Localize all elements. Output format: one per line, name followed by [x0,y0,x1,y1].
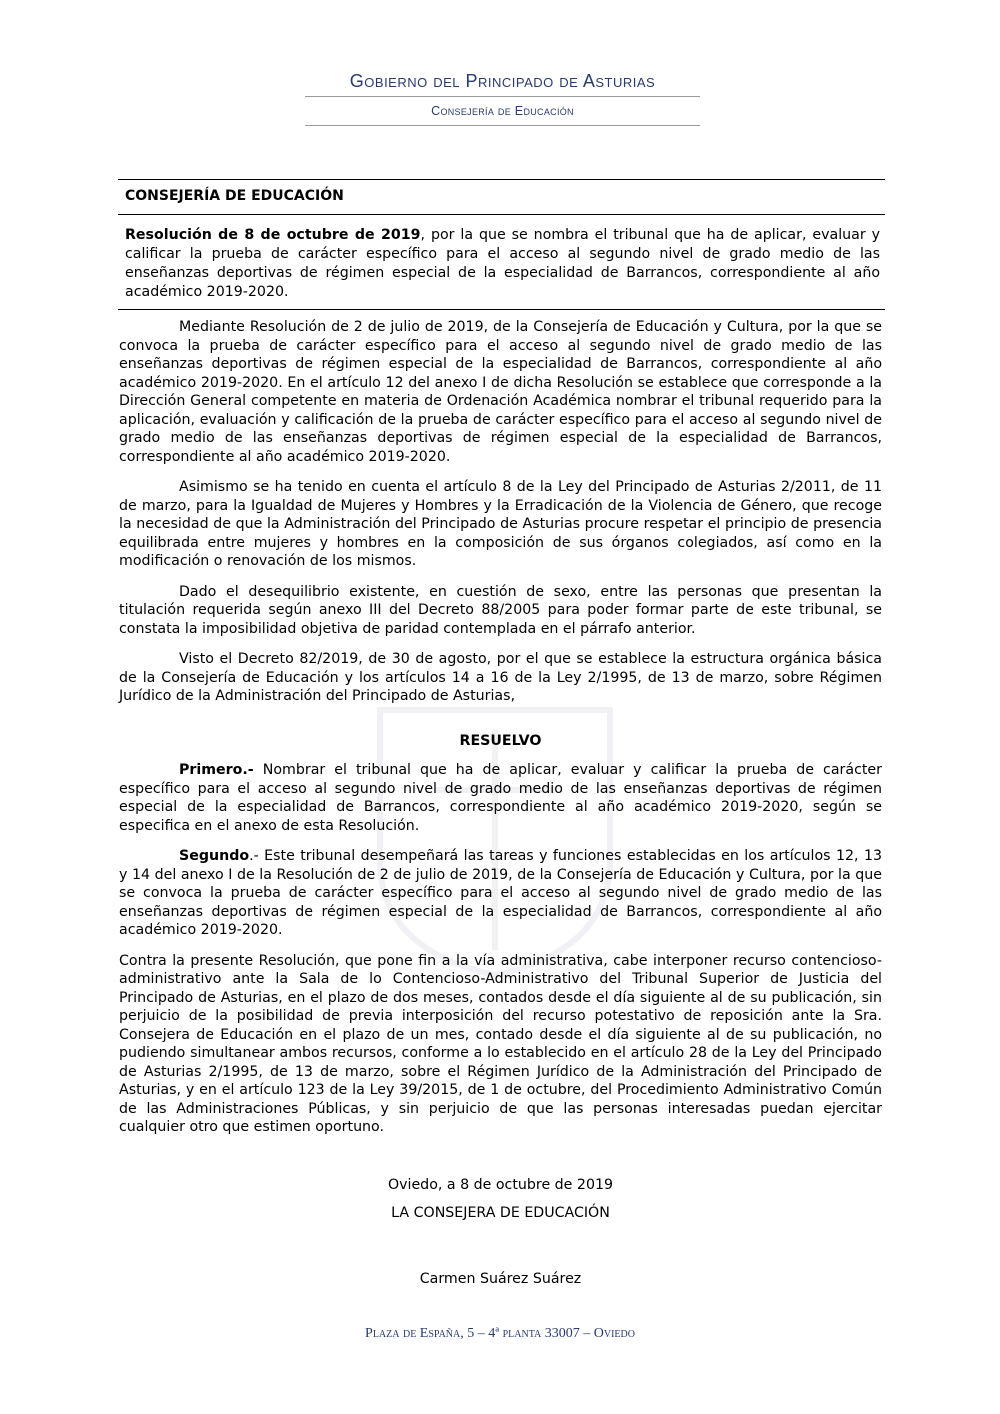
primero-text: Nombrar el tribunal que ha de aplicar, evaluar y calificar la prueba de carácter específico para el acceso al segundo nivel de grado medio de las enseñanzas deportivas de régimen especial de la especialidad de Barrancos, correspondiente al año académico 2019-2020, según se especifica en el anexo de esta Resolución. [119,762,882,834]
paragraph-recurso: Contra la presente Resolución, que pone fin a la vía administrativa, cabe interponer recurso contencioso-administrativo ante la Sala de lo Contencioso-Administrativo del Tribunal Superior de Justicia del Principado de Asturias, en el plazo de dos meses, contados desde el día siguiente al de su publicación, sin perjuicio de la posibilidad de previa interposición del recurso potestativo de reposición ante la Sra. Consejera de Educación en el plazo de un mes, contado desde el día siguiente al de su publicación, no pudiendo simultanear ambos recursos, conforme a lo establecido en el artículo 28 de la Ley del Principado de Asturias 2/1995, de 13 de marzo, sobre el Régimen Jurídico de la Administración del Principado de Asturias, y en el artículo 123 de la Ley 39/2015, de 1 de octubre, del Procedimiento Administrativo Común de las Administraciones Públicas, y sin perjuicio de que las personas interesadas puedan ejercitar cualquier otro que estimen oportuno. [119,952,882,1135]
title-rule [118,214,885,215]
paragraph-1: Mediante Resolución de 2 de julio de 2019, de la Consejería de Educación y Cultura, por la que se convoca la prueba de carácter específico para el acceso al segundo nivel de grado medio de las enseñanzas deportivas de régimen especial de la especialidad de Barrancos, correspondiente al año académico 2019-2020. En el artículo 12 del anexo I de dicha Resolución se establece que corresponde a la Dirección General competente en materia de Ordenación Académica nombrar el tribunal requerido para la aplicación, evaluación y calificación de la prueba de carácter específico para el acceso al segundo nivel de grado medio de las enseñanzas deportivas de régimen especial de la especialidad de Barrancos, correspondiente al año académico 2019-2020. [119,319,882,465]
paragraph-segundo [119,847,882,940]
government-name: Gobierno del Principado de Asturias [349,71,656,91]
place-date: Oviedo, a 8 de octubre de 2019 [387,1177,614,1193]
paragraph-3: Dado el desequilibrio existente, en cuestión de sexo, entre las personas que presentan la titulación requerida según anexo III del Decreto 88/2005 para poder formar parte de este tribunal, se constata la imposibilidad objetiva de paridad contemplada en el párrafo anterior. [119,583,882,637]
paragraph-primero [119,761,882,835]
header-divider [305,125,700,126]
letterhead [305,66,700,126]
segundo-text: .- Este tribunal desempeñará las tareas y funciones establecidas en los artículos 12, 13 y 14 del anexo I de la Resolución de 2 de julio de 2019, de la Consejería de Educación y Cultura, por la que se convoca la prueba de carácter específico para el acceso al segundo nivel de grado medio de las enseñanzas deportivas de régimen especial de la especialidad de Barrancos, correspondiente al año académico 2019-2020. [119,848,882,938]
paragraph-2: Asimismo se ha tenido en cuenta el artículo 8 de la Ley del Principado de Asturias 2/2011, de 11 de marzo, para la Igualdad de Mujeres y Hombres y la Erradicación de la Violencia de Género, que recoge la necesidad de que la Administración del Principado de Asturias procure respetar el principio de presencia equilibrada entre mujeres y hombres en la composición de sus órganos colegiados, así como en la modificación o renovación de los mismos. [119,479,882,569]
segundo-label: Segundo [179,848,250,864]
primero-label: Primero.- [179,762,254,778]
department-name: Consejería de Educación [431,104,574,118]
summary-title: Resolución de 8 de octubre de 2019 [125,227,421,243]
signer-name: Carmen Suárez Suárez [419,1271,582,1287]
resuelvo-heading: RESUELVO [459,732,542,749]
paragraph-4: Visto el Decreto 82/2019, de 30 de agosto, por el que se establece la estructura orgánica básica de la Consejería de Educación y los artículos 14 a 16 de la Ley 2/1995, de 13 de marzo, sobre Régimen Jurídico de la Administración del Principado de Asturias, [119,651,882,704]
summary-rule [118,309,885,310]
section-title: CONSEJERÍA DE EDUCACIÓN [125,188,344,204]
summary-text: , por la que se nombra el tribunal que ha de aplicar, evaluar y calificar la prueba de carácter específico para el acceso al segundo nivel de grado medio de las enseñanzas deportivas de régimen especial de la especialidad de Barrancos, correspondiente al año académico 2019-2020. [125,227,881,300]
signer-role: LA CONSEJERA DE EDUCACIÓN [391,1205,610,1221]
resolution-summary [125,226,880,302]
document-body [119,318,882,1149]
top-rule [118,179,885,180]
footer-address: Plaza de España, 5 – 4ª planta 33007 – Oviedo [365,1326,635,1341]
